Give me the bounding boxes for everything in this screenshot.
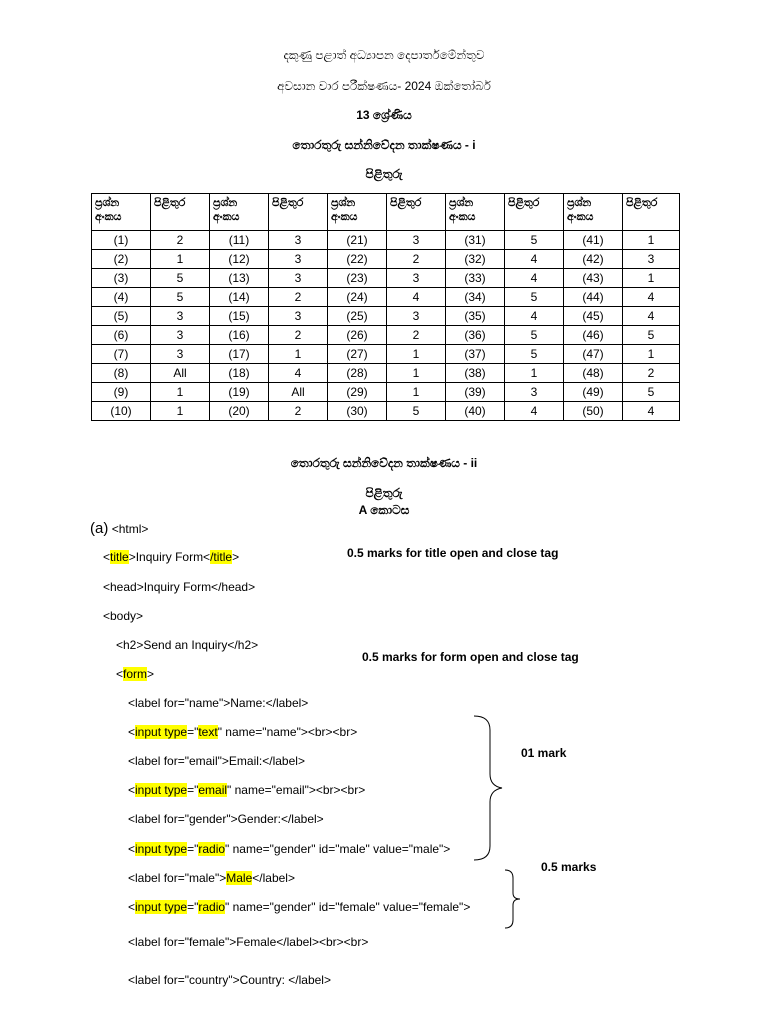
question-number-cell: (4) — [92, 288, 151, 307]
question-number-cell: (11) — [210, 231, 269, 250]
table-row — [92, 250, 680, 269]
answer-cell: All — [151, 364, 210, 383]
table-row — [92, 326, 680, 345]
answer-cell: All — [269, 383, 328, 402]
answer-cell: 5 — [505, 231, 564, 250]
question-number-cell: (38) — [446, 364, 505, 383]
question-number-cell: (3) — [92, 269, 151, 288]
question-number-cell: (34) — [446, 288, 505, 307]
table-header-row — [92, 194, 680, 231]
answer-cell: 3 — [505, 383, 564, 402]
table-header-cell: පිළිතුර — [623, 194, 680, 231]
question-number-cell: (21) — [328, 231, 387, 250]
code-line-html: (a) <html> — [90, 520, 149, 537]
answer-cell: 5 — [151, 269, 210, 288]
table-header-cell: ප්‍රශ්න අංකය — [446, 194, 505, 231]
answer-cell: 2 — [269, 288, 328, 307]
subject-title-part1: තොරතුරු සන්නිවේදන තාක්ෂණය - i — [292, 138, 476, 152]
answer-cell: 4 — [623, 307, 680, 326]
answer-cell: 3 — [269, 231, 328, 250]
table-header-cell: පිළිතුර — [269, 194, 328, 231]
question-number-cell: (44) — [564, 288, 623, 307]
code-line-label-country: <label for="country">Country: </label> — [128, 973, 331, 987]
one-mark-note: 01 mark — [521, 746, 567, 760]
answer-cell: 3 — [387, 269, 446, 288]
answer-cell: 5 — [623, 326, 680, 345]
question-number-cell: (19) — [210, 383, 269, 402]
question-number-cell: (16) — [210, 326, 269, 345]
answer-cell: 3 — [387, 231, 446, 250]
question-number-cell: (45) — [564, 307, 623, 326]
answer-cell: 4 — [623, 402, 680, 421]
answer-cell: 1 — [623, 231, 680, 250]
answer-cell: 1 — [151, 250, 210, 269]
question-number-cell: (33) — [446, 269, 505, 288]
code-line-label-gender: <label for="gender">Gender:</label> — [128, 812, 324, 826]
question-number-cell: (15) — [210, 307, 269, 326]
answers-title-part1: පිළිතුරු — [365, 167, 403, 181]
part-a-title: A කොටස — [358, 503, 410, 517]
code-line-label-email: <label for="email">Email:</label> — [128, 754, 305, 768]
answer-cell: 1 — [387, 345, 446, 364]
question-number-cell: (28) — [328, 364, 387, 383]
question-number-cell: (20) — [210, 402, 269, 421]
question-number-cell: (9) — [92, 383, 151, 402]
answer-cell: 2 — [269, 402, 328, 421]
answer-cell: 4 — [505, 269, 564, 288]
question-number-cell: (31) — [446, 231, 505, 250]
answer-cell: 1 — [387, 364, 446, 383]
form-marks-note: 0.5 marks for form open and close tag — [362, 650, 579, 664]
code-line-label-name: <label for="name">Name:</label> — [128, 696, 309, 710]
answers-title-part2: පිළිතුරු — [365, 486, 403, 500]
code-line-input-radio-male: <input type="radio" name="gender" id="male" value="male"> — [128, 842, 451, 856]
half-marks-note: 0.5 marks — [541, 860, 597, 874]
table-row — [92, 231, 680, 250]
table-row — [92, 402, 680, 421]
answer-cell: 2 — [387, 250, 446, 269]
table-row — [92, 269, 680, 288]
table-header-cell: පිළිතුර — [387, 194, 446, 231]
answer-cell: 1 — [269, 345, 328, 364]
answer-cell: 1 — [505, 364, 564, 383]
table-header-cell: ප්‍රශ්න අංකය — [210, 194, 269, 231]
answer-cell: 3 — [623, 250, 680, 269]
question-number-cell: (1) — [92, 231, 151, 250]
answer-cell: 2 — [623, 364, 680, 383]
question-number-cell: (13) — [210, 269, 269, 288]
answer-cell: 2 — [151, 231, 210, 250]
question-number-cell: (26) — [328, 326, 387, 345]
answer-cell: 4 — [387, 288, 446, 307]
answer-cell: 2 — [269, 326, 328, 345]
question-number-cell: (25) — [328, 307, 387, 326]
answer-cell: 3 — [269, 269, 328, 288]
question-number-cell: (50) — [564, 402, 623, 421]
code-line-h2: <h2>Send an Inquiry</h2> — [116, 638, 259, 652]
table-row — [92, 307, 680, 326]
table-header-cell: ප්‍රශ්න අංකය — [328, 194, 387, 231]
question-number-cell: (40) — [446, 402, 505, 421]
table-header-cell: ප්‍රශ්න අංකය — [92, 194, 151, 231]
question-number-cell: (8) — [92, 364, 151, 383]
answer-cell: 5 — [505, 326, 564, 345]
question-number-cell: (23) — [328, 269, 387, 288]
answer-cell: 1 — [151, 402, 210, 421]
answer-cell: 3 — [387, 307, 446, 326]
question-number-cell: (39) — [446, 383, 505, 402]
grade-title: 13 ශ්‍රේණිය — [356, 108, 412, 122]
table-row — [92, 364, 680, 383]
question-number-cell: (24) — [328, 288, 387, 307]
question-number-cell: (49) — [564, 383, 623, 402]
question-number-cell: (41) — [564, 231, 623, 250]
answer-cell: 3 — [151, 307, 210, 326]
answer-cell: 3 — [151, 326, 210, 345]
answer-cell: 5 — [505, 345, 564, 364]
code-line-label-female: <label for="female">Female</label><br><br> — [128, 935, 369, 949]
question-number-cell: (14) — [210, 288, 269, 307]
question-number-cell: (32) — [446, 250, 505, 269]
question-number-cell: (10) — [92, 402, 151, 421]
code-line-label-male: <label for="male">Male</label> — [128, 871, 295, 885]
exam-title: අවසාන වාර පරීක්ෂණය- 2024 ඔක්තෝබර් — [277, 79, 491, 93]
table-row — [92, 288, 680, 307]
answer-cell: 1 — [151, 383, 210, 402]
code-line-title: <title>Inquiry Form</title> — [103, 550, 240, 564]
subject-title-part2: තොරතුරු සන්නිවේදන තාක්ෂණය - ii — [290, 456, 478, 470]
answer-cell: 1 — [623, 345, 680, 364]
question-number-cell: (17) — [210, 345, 269, 364]
answer-cell: 4 — [269, 364, 328, 383]
question-number-cell: (47) — [564, 345, 623, 364]
question-number-cell: (37) — [446, 345, 505, 364]
question-number-cell: (42) — [564, 250, 623, 269]
code-line-input-radio-female: <input type="radio" name="gender" id="female" value="female"> — [128, 900, 471, 914]
answer-cell: 5 — [151, 288, 210, 307]
question-number-cell: (18) — [210, 364, 269, 383]
answer-cell: 5 — [387, 402, 446, 421]
table-header-cell: ප්‍රශ්න අංකය — [564, 194, 623, 231]
answer-cell: 5 — [505, 288, 564, 307]
question-number-cell: (2) — [92, 250, 151, 269]
question-label-a: (a) — [90, 520, 109, 537]
question-number-cell: (12) — [210, 250, 269, 269]
code-line-body: <body> — [103, 609, 144, 623]
code-line-form: <form> — [116, 667, 155, 681]
question-number-cell: (30) — [328, 402, 387, 421]
code-line-head: <head>Inquiry Form</head> — [103, 580, 256, 594]
answer-cell: 4 — [505, 250, 564, 269]
answer-cell: 4 — [505, 307, 564, 326]
table-header-cell: පිළිතුර — [151, 194, 210, 231]
question-number-cell: (6) — [92, 326, 151, 345]
question-number-cell: (29) — [328, 383, 387, 402]
code-line-input-text: <input type="text" name="name"><br><br> — [128, 725, 358, 739]
code-line-input-email: <input type="email" name="email"><br><br> — [128, 783, 366, 797]
curly-brace-icon — [470, 714, 510, 862]
question-number-cell: (46) — [564, 326, 623, 345]
department-title: දකුණු පළාත් අධ්‍යාපන දෙපාර්තමේන්තුව — [283, 48, 485, 62]
question-number-cell: (7) — [92, 345, 151, 364]
question-number-cell: (27) — [328, 345, 387, 364]
answer-cell: 4 — [623, 288, 680, 307]
answer-cell: 1 — [623, 269, 680, 288]
question-number-cell: (5) — [92, 307, 151, 326]
table-row — [92, 383, 680, 402]
question-number-cell: (36) — [446, 326, 505, 345]
answer-cell: 2 — [387, 326, 446, 345]
answer-cell: 4 — [505, 402, 564, 421]
question-number-cell: (43) — [564, 269, 623, 288]
table-header-cell: පිළිතුර — [505, 194, 564, 231]
table-row — [92, 345, 680, 364]
question-number-cell: (35) — [446, 307, 505, 326]
answer-cell: 3 — [151, 345, 210, 364]
curly-brace-icon — [503, 868, 525, 930]
title-marks-note: 0.5 marks for title open and close tag — [347, 546, 559, 560]
answer-cell: 3 — [269, 307, 328, 326]
answer-cell: 5 — [623, 383, 680, 402]
answer-cell: 3 — [269, 250, 328, 269]
question-number-cell: (48) — [564, 364, 623, 383]
question-number-cell: (22) — [328, 250, 387, 269]
answer-cell: 1 — [387, 383, 446, 402]
answer-table — [91, 193, 680, 421]
